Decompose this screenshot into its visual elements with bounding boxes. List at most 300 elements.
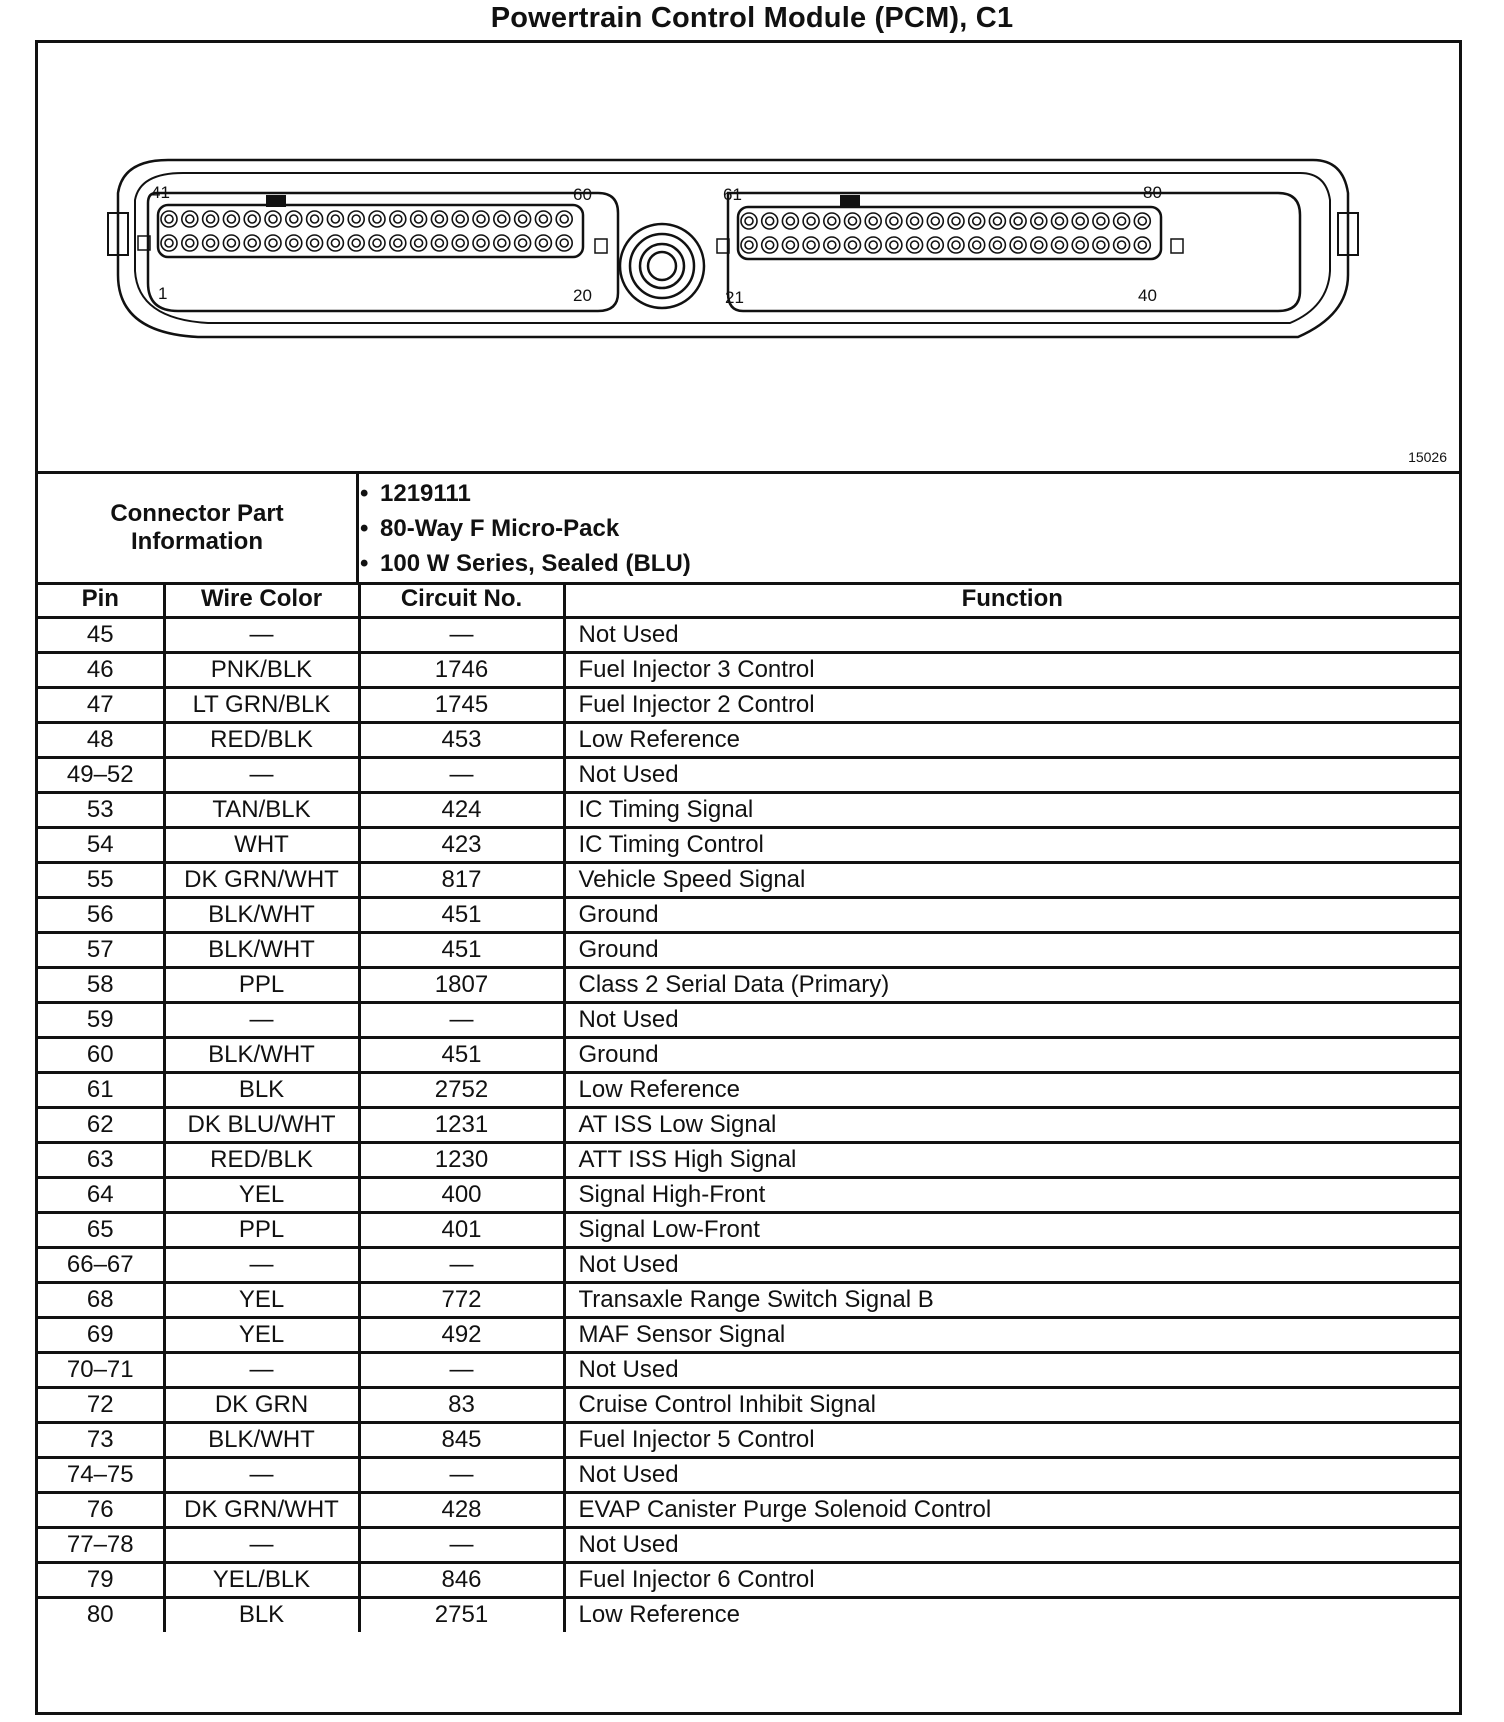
left-cavity-terminal-center (498, 239, 506, 247)
cell-wire-color: BLK/WHT (164, 1422, 359, 1457)
table-row (38, 932, 1459, 967)
cell-circuit-no: 83 (359, 1387, 564, 1422)
left-cavity-terminal (223, 235, 239, 251)
right-cavity-terminal (782, 237, 798, 253)
right-cavity-terminal-center (931, 217, 939, 225)
right-cavity-terminal-center (786, 217, 794, 225)
right-cavity-terminal-center (993, 217, 1001, 225)
right-cavity-terminal (927, 237, 943, 253)
right-cavity-terminal (845, 237, 861, 253)
left-cavity-terminal (390, 235, 406, 251)
left-cavity-terminal (244, 235, 260, 251)
table-row (38, 1212, 1459, 1247)
table-row (38, 652, 1459, 687)
left-cavity-terminal-center (456, 239, 464, 247)
left-cavity-terminal (203, 235, 219, 251)
cell-circuit-no: — (359, 1527, 564, 1562)
connector-diagram (38, 43, 1459, 474)
right-cavity-terminal-center (745, 217, 753, 225)
right-cavity-terminal (1093, 213, 1109, 229)
pin-label-1: 1 (158, 284, 168, 303)
left-cavity-terminal-center (373, 239, 381, 247)
table-row (38, 1002, 1459, 1037)
cell-wire-color: DK GRN (164, 1387, 359, 1422)
right-cavity-terminal (1093, 237, 1109, 253)
right-cavity-terminal-center (849, 241, 857, 249)
cell-pin: 46 (38, 652, 164, 687)
left-cavity-terminal-center (477, 215, 485, 223)
pin-label-40: 40 (1138, 286, 1157, 305)
cell-function: Not Used (564, 1002, 1459, 1037)
right-cavity-terminal-center (828, 241, 836, 249)
right-cavity-terminal (948, 237, 964, 253)
right-cavity-terminal (948, 213, 964, 229)
table-row (38, 722, 1459, 757)
cell-function: Fuel Injector 6 Control (564, 1562, 1459, 1597)
cell-circuit-no: — (359, 1352, 564, 1387)
cell-function: Signal High-Front (564, 1177, 1459, 1212)
left-cavity-terminal-center (373, 215, 381, 223)
cell-pin: 72 (38, 1387, 164, 1422)
left-cavity-terminal-center (165, 239, 173, 247)
right-cavity-terminal-center (766, 217, 774, 225)
table-row (38, 1422, 1459, 1457)
cell-circuit-no: 424 (359, 792, 564, 827)
table-row (38, 862, 1459, 897)
cell-pin: 66–67 (38, 1247, 164, 1282)
left-cavity-terminal-center (415, 239, 423, 247)
right-cavity-terminal-center (1076, 217, 1084, 225)
cell-pin: 69 (38, 1317, 164, 1352)
table-row (38, 617, 1459, 652)
cell-circuit-no: 2751 (359, 1597, 564, 1632)
table-row (38, 1492, 1459, 1527)
right-cavity-terminal-center (1076, 241, 1084, 249)
left-cavity-terminal (515, 211, 531, 227)
pinout-table (38, 582, 1459, 1632)
right-cavity-terminal-center (993, 241, 1001, 249)
left-cavity-terminal-center (227, 239, 235, 247)
table-row (38, 687, 1459, 722)
left-cavity-terminal-center (227, 215, 235, 223)
left-cavity-terminal (494, 235, 510, 251)
right-cavity-terminal-center (849, 217, 857, 225)
left-cavity-terminal (307, 211, 323, 227)
left-cavity-terminal (390, 211, 406, 227)
right-cavity-terminal (782, 213, 798, 229)
figure-number: 15026 (1408, 449, 1447, 465)
cell-pin: 53 (38, 792, 164, 827)
cell-function: Low Reference (578, 1601, 740, 1629)
left-cavity-terminal (473, 211, 489, 227)
cell-circuit-no: 817 (359, 862, 564, 897)
left-cavity-terminal (286, 211, 302, 227)
right-cavity-terminal-center (1035, 241, 1043, 249)
cell-circuit-no: 401 (359, 1212, 564, 1247)
pin-label-60: 60 (573, 185, 592, 204)
right-cavity-terminal-center (786, 241, 794, 249)
cell-pin: 58 (38, 967, 164, 1002)
left-cavity-terminal-center (352, 215, 360, 223)
right-cavity-terminal-center (1097, 241, 1105, 249)
table-row (38, 1597, 1459, 1632)
table-row (38, 1072, 1459, 1107)
left-cavity-terminal (265, 235, 281, 251)
cell-circuit-no: — (359, 617, 564, 652)
cell-pin: 49–52 (38, 757, 164, 792)
cell-pin: 57 (38, 932, 164, 967)
left-cavity-terminal-center (248, 215, 256, 223)
left-cavity-terminal (286, 235, 302, 251)
left-cavity-terminal (431, 235, 447, 251)
connector-info-label-line1: Connector Part (110, 500, 284, 527)
left-cavity-terminal-center (290, 239, 298, 247)
right-cavity-terminal (741, 237, 757, 253)
cell-circuit-no: 1807 (359, 967, 564, 1002)
cell-wire-color: — (164, 1352, 359, 1387)
header-function: Function (564, 582, 1459, 617)
left-cavity-terminal (244, 211, 260, 227)
table-header-row (38, 582, 1459, 617)
cell-function: Signal Low-Front (564, 1212, 1459, 1247)
left-cavity-terminal (515, 235, 531, 251)
right-cavity-terminal (762, 213, 778, 229)
cell-function: Not Used (564, 1247, 1459, 1282)
table-row (38, 967, 1459, 1002)
right-cavity-terminal-center (807, 217, 815, 225)
right-cavity-terminal (989, 213, 1005, 229)
document-frame (35, 40, 1462, 1715)
left-cavity-terminal-center (352, 239, 360, 247)
right-cavity-terminal (886, 237, 902, 253)
right-cavity-terminal (1134, 237, 1150, 253)
left-cavity-terminal-center (560, 239, 568, 247)
cell-circuit-no: — (359, 757, 564, 792)
cell-pin: 68 (38, 1282, 164, 1317)
left-cavity-terminal (369, 211, 385, 227)
cell-pin: 61 (38, 1072, 164, 1107)
left-cavity-terminal (223, 211, 239, 227)
right-cavity-terminal (989, 237, 1005, 253)
pin-label-80: 80 (1143, 183, 1162, 202)
left-cavity-terminal (327, 235, 343, 251)
left-cavity-terminal (265, 211, 281, 227)
left-cavity-terminal (161, 211, 177, 227)
table-row (38, 1247, 1459, 1282)
left-cavity-terminal (473, 235, 489, 251)
right-cavity-terminal-center (911, 241, 919, 249)
left-cavity-terminal-center (331, 215, 339, 223)
cell-pin: 63 (38, 1142, 164, 1177)
right-cavity-terminal (741, 213, 757, 229)
table-row (38, 1177, 1459, 1212)
right-cavity-terminal (824, 237, 840, 253)
cell-circuit-no: — (359, 1457, 564, 1492)
right-cavity-terminal (1010, 213, 1026, 229)
left-cavity-terminal-center (394, 215, 402, 223)
left-cavity-terminal (307, 235, 323, 251)
right-cavity-terminal (762, 237, 778, 253)
cell-wire-color: — (164, 1457, 359, 1492)
cell-circuit-no: 428 (359, 1492, 564, 1527)
right-cavity-terminal (1031, 237, 1047, 253)
left-cavity-terminal (182, 235, 198, 251)
right-cavity-terminal-center (807, 241, 815, 249)
right-cavity-terminal-center (766, 241, 774, 249)
left-cavity-terminal-center (269, 239, 277, 247)
left-cavity-terminal-center (311, 239, 319, 247)
right-cavity-terminal (1072, 237, 1088, 253)
left-cavity-terminal-center (248, 239, 256, 247)
cell-function: IC Timing Control (564, 827, 1459, 862)
cell-pin: 56 (38, 897, 164, 932)
cell-wire-color: BLK (164, 1597, 359, 1632)
right-cavity-terminal (1031, 213, 1047, 229)
cell-wire-color: TAN/BLK (164, 792, 359, 827)
right-cavity-terminal (969, 237, 985, 253)
left-cavity-terminal-center (519, 239, 527, 247)
left-cavity-terminal-center (539, 215, 547, 223)
right-cavity-terminal-center (1118, 241, 1126, 249)
cell-circuit-no: — (359, 1002, 564, 1037)
cell-wire-color: BLK/WHT (164, 897, 359, 932)
cell-wire-color: — (164, 1247, 359, 1282)
left-cavity-terminal (411, 211, 427, 227)
cell-pin: 64 (38, 1177, 164, 1212)
right-cavity-terminal (907, 213, 923, 229)
cell-function: Ground (564, 932, 1459, 967)
cell-wire-color: — (164, 617, 359, 652)
cell-wire-color: BLK (164, 1072, 359, 1107)
left-cavity-terminal (161, 235, 177, 251)
cell-circuit-no: 492 (359, 1317, 564, 1352)
cell-function: Class 2 Serial Data (Primary) (564, 967, 1459, 1002)
connector-info-item: • 100 W Series, Sealed (BLU) (360, 546, 691, 581)
cell-wire-color: YEL (164, 1282, 359, 1317)
cell-wire-color: DK GRN/WHT (164, 1492, 359, 1527)
left-cavity-terminal-center (539, 239, 547, 247)
right-cavity-terminal (824, 213, 840, 229)
cell-circuit-no: 1745 (359, 687, 564, 722)
cell-function: Not Used (564, 617, 1459, 652)
right-cavity-terminal (845, 213, 861, 229)
cell-wire-color: YEL (164, 1177, 359, 1212)
right-cavity-terminal-center (1014, 241, 1022, 249)
cell-circuit-no: 2752 (359, 1072, 564, 1107)
cell-wire-color: DK BLU/WHT (164, 1107, 359, 1142)
table-row (38, 827, 1459, 862)
left-cavity-terminal (327, 211, 343, 227)
cell-function: EVAP Canister Purge Solenoid Control (564, 1492, 1459, 1527)
header-wire-color: Wire Color (164, 582, 359, 617)
table-row (38, 1037, 1459, 1072)
cell-circuit-no: 423 (359, 827, 564, 862)
left-cavity-terminal-center (207, 215, 215, 223)
cell-pin: 65 (38, 1212, 164, 1247)
cell-pin: 55 (38, 862, 164, 897)
right-cavity-terminal-center (1056, 241, 1064, 249)
cell-function: ATT ISS High Signal (564, 1142, 1459, 1177)
cell-wire-color: RED/BLK (164, 1142, 359, 1177)
right-cavity-terminal-center (890, 217, 898, 225)
left-cavity-terminal-center (435, 239, 443, 247)
cell-pin: 47 (38, 687, 164, 722)
right-cavity-terminal (803, 213, 819, 229)
pinout-table-body (38, 617, 1459, 1632)
left-cavity-terminal-center (186, 215, 194, 223)
right-cavity-terminal (865, 213, 881, 229)
left-cavity-terminal-center (498, 215, 506, 223)
right-cavity-terminal (927, 213, 943, 229)
right-cavity-terminal (1114, 213, 1130, 229)
table-row (38, 1142, 1459, 1177)
cell-pin: 60 (38, 1037, 164, 1072)
cell-function: Not Used (564, 1352, 1459, 1387)
right-cavity-terminal-center (911, 217, 919, 225)
right-cavity-terminal (865, 237, 881, 253)
right-cavity-terminal-center (1035, 217, 1043, 225)
cell-pin: 62 (38, 1107, 164, 1142)
left-cavity-terminal-center (435, 215, 443, 223)
right-cavity-terminal-center (1138, 217, 1146, 225)
left-cavity-terminal (535, 211, 551, 227)
right-cavity-terminal (969, 213, 985, 229)
cell-circuit-no: 451 (359, 1037, 564, 1072)
connector-drawing (38, 43, 1459, 471)
pin-label-41: 41 (151, 183, 170, 202)
connector-info-item: • 80-Way F Micro-Pack (360, 511, 691, 546)
table-row (38, 1352, 1459, 1387)
pin-label-20: 20 (573, 286, 592, 305)
right-cavity-terminal-center (952, 241, 960, 249)
right-cavity-terminal-center (869, 217, 877, 225)
cell-function: Not Used (564, 1527, 1459, 1562)
cell-wire-color: DK GRN/WHT (164, 862, 359, 897)
connector-info-item: • 1219111 (360, 476, 691, 511)
left-cavity-terminal-center (394, 239, 402, 247)
left-cavity-terminal-center (311, 215, 319, 223)
table-row (38, 1387, 1459, 1422)
cell-wire-color: — (164, 1527, 359, 1562)
cell-pin: 73 (38, 1422, 164, 1457)
page-title: Powertrain Control Module (PCM), C1 (490, 2, 1014, 34)
cell-circuit-no: 1231 (359, 1107, 564, 1142)
left-cavity-terminal-center (456, 215, 464, 223)
left-cavity-terminal-center (415, 215, 423, 223)
cell-circuit-no: 451 (359, 932, 564, 967)
connector-info-list (360, 476, 691, 581)
cell-circuit-no: 845 (359, 1422, 564, 1457)
cell-function: Fuel Injector 3 Control (564, 652, 1459, 687)
cell-pin: 45 (38, 617, 164, 652)
left-cavity-terminal (348, 211, 364, 227)
left-cavity-terminal-center (269, 215, 277, 223)
left-cavity-terminal-center (290, 215, 298, 223)
cell-pin: 70–71 (38, 1352, 164, 1387)
left-cavity-terminal (411, 235, 427, 251)
left-cavity-terminal-center (519, 215, 527, 223)
right-cavity-terminal-center (973, 241, 981, 249)
table-row (38, 1562, 1459, 1597)
cell-pin: 59 (38, 1002, 164, 1037)
left-cavity-terminal (431, 211, 447, 227)
cell-wire-color: PPL (164, 967, 359, 1002)
left-cavity-terminal (452, 211, 468, 227)
right-cavity-terminal-center (931, 241, 939, 249)
cell-wire-color: LT GRN/BLK (164, 687, 359, 722)
cell-pin: 48 (38, 722, 164, 757)
right-cavity-terminal-center (1118, 217, 1126, 225)
right-cavity-terminal (803, 237, 819, 253)
left-cavity-terminal-center (477, 239, 485, 247)
cell-wire-color: RED/BLK (164, 722, 359, 757)
cell-function: Low Reference (564, 1072, 1459, 1107)
right-cavity-terminal (1114, 237, 1130, 253)
cell-circuit-no: 772 (359, 1282, 564, 1317)
cell-wire-color: BLK/WHT (164, 932, 359, 967)
cell-circuit-no: 846 (359, 1562, 564, 1597)
cell-function: Not Used (564, 1457, 1459, 1492)
pin-label-21: 21 (725, 288, 744, 307)
cell-pin: 74–75 (38, 1457, 164, 1492)
cell-function: Vehicle Speed Signal (564, 862, 1459, 897)
cell-function: Transaxle Range Switch Signal B (564, 1282, 1459, 1317)
right-cavity-terminal-center (828, 217, 836, 225)
header-pin: Pin (38, 582, 164, 617)
cell-wire-color: — (164, 1002, 359, 1037)
cell-function: Cruise Control Inhibit Signal (564, 1387, 1459, 1422)
right-cavity-terminal (1134, 213, 1150, 229)
pin-label-61: 61 (723, 185, 742, 204)
right-cavity-terminal (1072, 213, 1088, 229)
left-cavity-terminal-center (331, 239, 339, 247)
cell-function: Ground (564, 1037, 1459, 1072)
cell-circuit-no: 453 (359, 722, 564, 757)
cell-function: Fuel Injector 5 Control (564, 1422, 1459, 1457)
cell-circuit-no: 1746 (359, 652, 564, 687)
left-cavity-terminal (556, 211, 572, 227)
right-cavity-terminal-center (1014, 217, 1022, 225)
connector-part-information (38, 474, 1459, 585)
header-circuit-no: Circuit No. (359, 582, 564, 617)
cell-function: AT ISS Low Signal (564, 1107, 1459, 1142)
cell-pin: 76 (38, 1492, 164, 1527)
right-cavity-terminal-center (890, 241, 898, 249)
cell-wire-color: PNK/BLK (164, 652, 359, 687)
right-cavity-terminal-center (973, 217, 981, 225)
right-cavity-terminal-center (1056, 217, 1064, 225)
left-cavity-terminal (369, 235, 385, 251)
cell-pin: 54 (38, 827, 164, 862)
cell-function: Low Reference (564, 722, 1459, 757)
left-cavity-terminal (494, 211, 510, 227)
left-cavity-terminal-center (165, 215, 173, 223)
cell-wire-color: PPL (164, 1212, 359, 1247)
connector-info-label (38, 474, 359, 582)
right-cavity-terminal-center (869, 241, 877, 249)
table-row (38, 1107, 1459, 1142)
cell-circuit-no: — (359, 1247, 564, 1282)
left-cavity-terminal (556, 235, 572, 251)
connector-info-label-line2: Information (130, 528, 263, 555)
cell-circuit-no: 400 (359, 1177, 564, 1212)
cell-function: Ground (564, 897, 1459, 932)
cell-wire-color: BLK/WHT (164, 1037, 359, 1072)
cell-wire-color: YEL (164, 1317, 359, 1352)
cell-function: MAF Sensor Signal (564, 1317, 1459, 1352)
right-cavity-terminal-center (952, 217, 960, 225)
table-row (38, 1457, 1459, 1492)
